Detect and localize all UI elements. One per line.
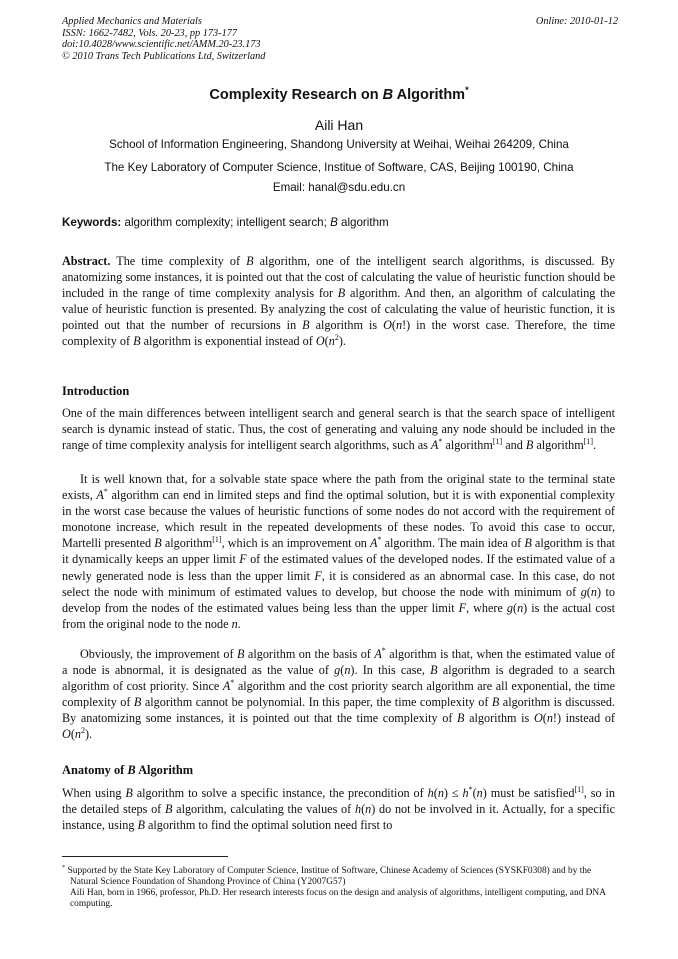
journal-doi: doi:10.4028/www.scientific.net/AMM.20-23.173 (62, 39, 261, 51)
author-email: Email: hanal@sdu.edu.cn (272, 181, 406, 194)
journal-name: Applied Mechanics and Materials (62, 16, 202, 27)
title-footnote-mark: * (465, 85, 469, 95)
footnote-author-bio: Aili Han, born in 1966, professor, Ph.D. Her research interests focus on the design and analysis of algorithms, intelligent computing, and DNA computing. (70, 888, 606, 910)
paper-title: Complexity Research on B Algorithm* (209, 85, 469, 103)
abstract (62, 253, 615, 350)
author-name: Aili Han (314, 117, 364, 133)
intro-paragraph-1: One of the main differences between intelligent search and general search is that the search space of intelligent search is dynamic instead of static. Thus, the cost of generating and valuing any node should be included in the range of time complexity analysis for intelligent search algorithms, such as A* algorithm[1] and B algorithm[1]. (62, 406, 615, 453)
affiliation-2: The Key Laboratory of Computer Science, Institue of Software, CAS, Beijing 100190, China (104, 161, 574, 174)
intro-paragraph-2: It is well known that, for a solvable state space where the path from the original state to the terminal state exists, A* algorithm can end in limited steps and find the optimal solution, but it is with exponential complexity in the worst case because the values of heuristic functions of some nodes do not accord with the requirement of monotone increase, which result in the repeated developments of these nodes. To avoid this case to occur, Martelli presented B algorithm[1], which is an improvement on A* algorithm. The main idea of B algorithm is that it dynamically keeps an upper limit F of the estimated values of the developed nodes. If the estimated value of a newly generated node is less than the upper limit F, it is considered as an abnormal case. In this case, do not select the node with minimum of estimated values to develop, but choose the node with minimum of g(n) to develop from the nodes of the estimated values being less than the upper limit F, where g(n) is the actual cost from the original node to the node n. (62, 472, 616, 631)
intro-paragraph-3: Obviously, the improvement of B algorithm on the basis of A* algorithm is that, when the estimated value of a node is abnormal, it is designated as the value of g(n). In this case, B algorithm is degraded to a search algorithm of cost priority. Since A* algorithm and the cost priority search algorithm are all exponential, the time complexity of B algorithm cannot be polynomial. In this paper, the time complexity of B algorithm is discussed. By anatomizing some instances, it is pointed out that the time complexity of B algorithm is O(n!) instead of $O(n^2)$. (62, 645, 615, 742)
journal-issn: ISSN: 1662-7482, Vols. 20-23, pp 173-177 (62, 27, 238, 39)
journal-copyright: © 2010 Trans Tech Publications Ltd, Switzerland (62, 50, 266, 62)
footnote (62, 862, 618, 910)
journal-header (62, 16, 618, 62)
footnote-funding: * Supported by the State Key Laboratory of Computer Science, Institue of Software, Chinese Academy of Sciences (SYSKF0308) and by the Natural Science Foundation of Shandong Province of China (Y2007G57) (62, 864, 592, 888)
online-date: Online: 2010-01-12 (535, 16, 618, 27)
section-heading-introduction: Introduction (62, 384, 130, 398)
abstract-text: The time complexity of B algorithm, one of the intelligent search algorithms, is discussed. By anatomizing some instances, it is pointed out that the cost of calculating the value of heuristic function should be included in the range of time complexity analysis for B algorithm. And then, an algorithm of calculating the value of heuristic function is presented. By analyzing the cost of calculating the value of heuristic function, it is pointed out that the number of recursions in B algorithm is O(n!) in the worst case. Therefore, the time complexity of B algorithm is exponential instead of $O(n^2)$. (62, 254, 616, 349)
keywords: Keywords: algorithm complexity; intelligent search; B algorithm (62, 216, 389, 229)
affiliation-1: School of Information Engineering, Shandong University at Weihai, Weihai 264209, China (109, 138, 569, 151)
anatomy-paragraph-1: When using B algorithm to solve a specific instance, the precondition of h(n) ≤ h*(n) must be satisfied[1], so in the detailed steps of B algorithm, calculating the values of h(n) do not be involved in it. Actually, for a specific instance, using B algorithm to find the optimal solution need first to (62, 784, 615, 833)
footnote-divider (62, 856, 228, 857)
section-heading-anatomy: Anatomy of B Algorithm (62, 763, 194, 777)
abstract-label: Abstract. (62, 254, 111, 268)
keywords-label: Keywords: (62, 216, 122, 229)
